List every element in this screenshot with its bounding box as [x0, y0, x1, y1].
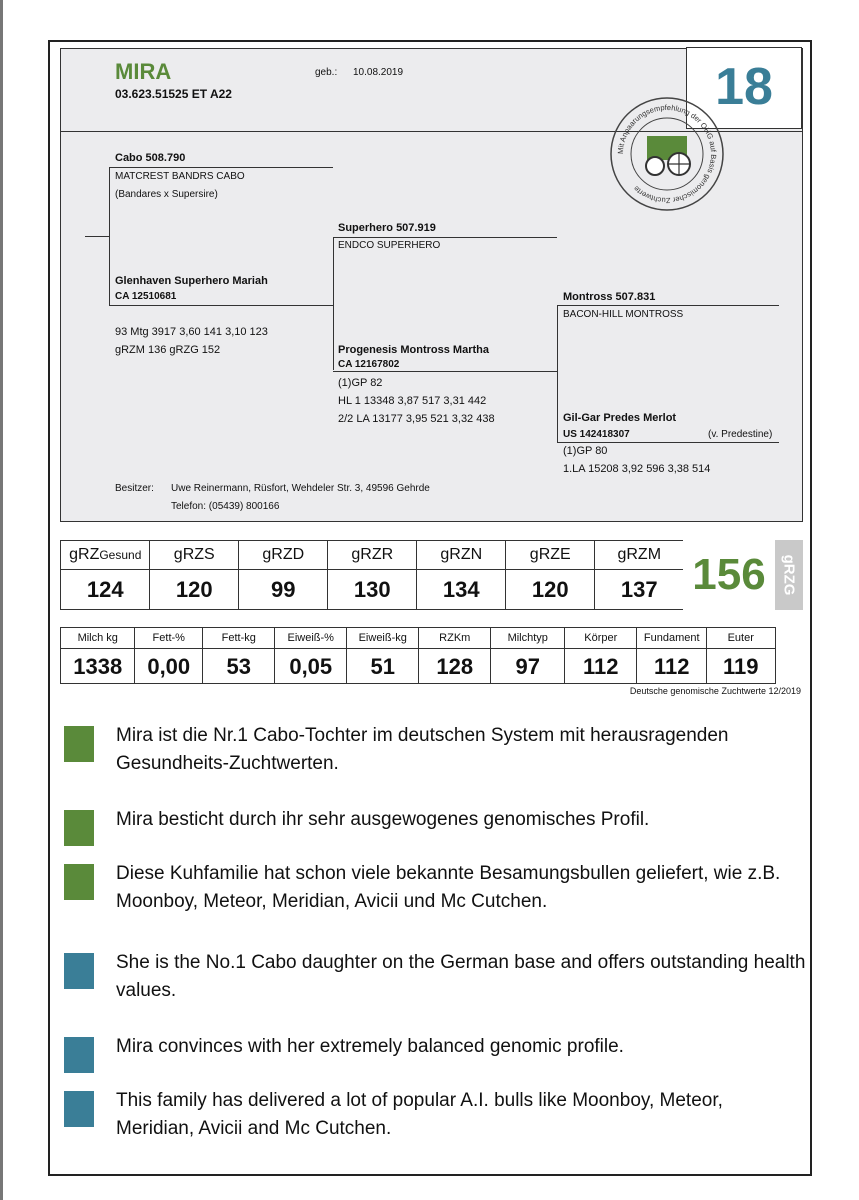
production-header: Eiweiß-% — [287, 632, 334, 644]
genomic-header — [328, 541, 417, 569]
production-cell — [636, 627, 708, 684]
production-header: Fundament — [643, 632, 700, 644]
dam-line — [109, 305, 333, 306]
production-cell — [346, 627, 420, 684]
mgs2-full-name: BACON-HILL MONTROSS — [563, 309, 684, 320]
dam-name: Glenhaven Superhero Mariah — [115, 275, 268, 287]
genomic-header-suffix: Gesund — [99, 548, 142, 562]
note-text: Diese Kuhfamilie hat schon viele bekannte Besamungsbullen geliefert, wie z.B. Moonboy, Meteor, Meridian, Avicii und Mc Cutchen. — [116, 863, 781, 912]
granddam-line — [333, 371, 557, 372]
bullet-square-icon — [64, 1037, 94, 1073]
sire-parents: (Bandares x Supersire) — [115, 189, 218, 200]
bullet-square-icon — [64, 1091, 94, 1127]
production-cell — [490, 627, 566, 684]
genomic-header — [595, 541, 684, 569]
production-cell — [564, 627, 638, 684]
sire-full-name: MATCREST BANDRS CABO — [115, 171, 245, 182]
genomic-value: 99 — [239, 569, 328, 609]
genomic-value: 137 — [595, 569, 684, 609]
production-value: 51 — [347, 648, 419, 683]
note-text: Mira besticht durch ihr sehr ausgewogenes genomisches Profil. — [116, 809, 650, 830]
genomic-header-label: gRZR — [351, 546, 394, 563]
granddam-class: (1)GP 82 — [338, 377, 383, 389]
production-header: Euter — [727, 632, 754, 644]
production-value: 119 — [707, 648, 775, 683]
production-header: Milchtyp — [507, 632, 548, 644]
dam-performance: 93 Mtg 3917 3,60 141 3,10 123 — [115, 326, 268, 338]
production-header: Milch kg — [77, 632, 118, 644]
production-header: Fett-kg — [221, 632, 256, 644]
root-connector — [85, 236, 109, 237]
production-header: Fett-% — [152, 632, 185, 644]
total-score-label: gRZG — [780, 554, 798, 596]
owner-address: Uwe Reinermann, Rüsfort, Wehdeler Str. 3, 49596 Gehrde — [171, 483, 430, 494]
bullet-square-icon — [64, 810, 94, 846]
great-granddam-sire-note: (v. Predestine) — [708, 429, 773, 440]
note-item — [64, 860, 804, 924]
genomic-header-label: gRZN — [440, 546, 483, 563]
genomic-header-label: gRZM — [617, 546, 662, 563]
genomic-header — [417, 541, 506, 569]
note-text: This family has delivered a lot of popular A.I. bulls like Moonboy, Meteor, Meridian, Avicii and Mc Cutchen. — [116, 1090, 723, 1139]
owner-label: Besitzer: — [115, 483, 154, 494]
great-granddam-perf: 1.LA 15208 3,92 596 3,38 514 — [563, 463, 711, 475]
granddam-reg: CA 12167802 — [338, 359, 400, 370]
production-value: 0,00 — [135, 648, 203, 683]
genomic-cell — [594, 540, 685, 610]
genomic-header — [506, 541, 595, 569]
production-value: 0,05 — [275, 648, 347, 683]
production-cell — [706, 627, 776, 684]
note-item — [64, 1087, 804, 1151]
genomic-header-label: gRZD — [262, 546, 305, 563]
dam-reg: CA 12510681 — [115, 291, 177, 302]
genomic-value: 130 — [328, 569, 417, 609]
production-value: 97 — [491, 648, 565, 683]
great-granddam-line — [557, 442, 779, 443]
bullet-square-icon — [64, 864, 94, 900]
mgs-full-name: ENDCO SUPERHERO — [338, 240, 441, 251]
granddam-bracket — [557, 305, 558, 442]
table-footnote: Deutsche genomische Zuchtwerte 12/2019 — [629, 686, 801, 696]
note-item — [64, 722, 804, 786]
animal-reg-number: 03.623.51525 ET A22 — [115, 87, 232, 101]
production-value: 112 — [637, 648, 707, 683]
dam-bracket — [333, 237, 334, 370]
total-score-label-bar — [775, 540, 803, 610]
born-date: 10.08.2019 — [353, 67, 404, 78]
genomic-header-label: gRZS — [173, 546, 215, 563]
sire-name: Cabo 508.790 — [115, 152, 186, 164]
production-header: Eiweiß-kg — [358, 632, 407, 644]
production-header: Körper — [584, 632, 618, 644]
total-score: 156 — [692, 550, 766, 599]
genomic-value: 120 — [150, 569, 239, 609]
catalog-number: 18 — [715, 58, 773, 116]
genomic-cell — [149, 540, 240, 610]
genomic-value: 120 — [506, 569, 595, 609]
born-label: geb.: — [315, 67, 338, 78]
genomic-header — [61, 541, 150, 569]
genomic-cell — [505, 540, 596, 610]
note-text: Mira convinces with her extremely balanced genomic profile. — [116, 1036, 624, 1057]
genomic-cell — [327, 540, 418, 610]
production-header: RZKm — [439, 632, 471, 644]
mgs-line — [333, 237, 557, 238]
production-cell — [202, 627, 276, 684]
sire-line — [109, 167, 333, 168]
granddam-name: Progenesis Montross Martha — [338, 344, 489, 356]
dam-scores: gRZM 136 gRZG 152 — [115, 344, 221, 356]
mgs2-line — [557, 305, 779, 306]
great-granddam-reg: US 142418307 — [563, 429, 630, 440]
genomic-cell — [238, 540, 329, 610]
granddam-perf-2: 2/2 LA 13177 3,95 521 3,32 438 — [338, 413, 495, 425]
production-cell — [134, 627, 204, 684]
genomic-header-label: gRZ — [69, 546, 100, 563]
note-item — [64, 949, 804, 1013]
window-edge — [0, 0, 3, 1200]
genomic-cell — [416, 540, 507, 610]
great-granddam-class: (1)GP 80 — [563, 445, 608, 457]
bullet-square-icon — [64, 953, 94, 989]
bullet-square-icon — [64, 726, 94, 762]
sire-dam-bracket — [109, 167, 110, 305]
mgs2-name: Montross 507.831 — [563, 291, 656, 303]
production-cell — [60, 627, 136, 684]
genomic-value: 124 — [61, 569, 150, 609]
mgs-name: Superhero 507.919 — [338, 222, 436, 234]
stamp-text: Mit Anpaarungsempfehlung der OHG auf Basis genomischer Zuchtwerte — [615, 102, 719, 206]
genomic-value: 134 — [417, 569, 506, 609]
production-value: 128 — [419, 648, 491, 683]
owner-phone: Telefon: (05439) 800166 — [171, 501, 280, 512]
production-value: 112 — [565, 648, 637, 683]
granddam-perf-1: HL 1 13348 3,87 517 3,31 442 — [338, 395, 487, 407]
note-text: Mira ist die Nr.1 Cabo-Tochter im deutschen System mit herausragenden Gesundheits-Zuchtwerten. — [116, 725, 729, 774]
production-cell — [274, 627, 348, 684]
production-table — [60, 627, 803, 684]
total-score-box — [683, 540, 803, 610]
genomic-header-label: gRZE — [529, 546, 571, 563]
genomic-header — [239, 541, 328, 569]
certification-stamp-icon — [605, 92, 729, 216]
production-cell — [418, 627, 492, 684]
production-value: 53 — [203, 648, 275, 683]
great-granddam-name: Gil-Gar Predes Merlot — [563, 412, 677, 424]
note-text: She is the No.1 Cabo daughter on the German base and offers outstanding health values. — [116, 952, 806, 1001]
production-value: 1338 — [61, 648, 135, 683]
genomic-header — [150, 541, 239, 569]
animal-name: MIRA — [115, 59, 172, 84]
genomic-cell — [60, 540, 151, 610]
